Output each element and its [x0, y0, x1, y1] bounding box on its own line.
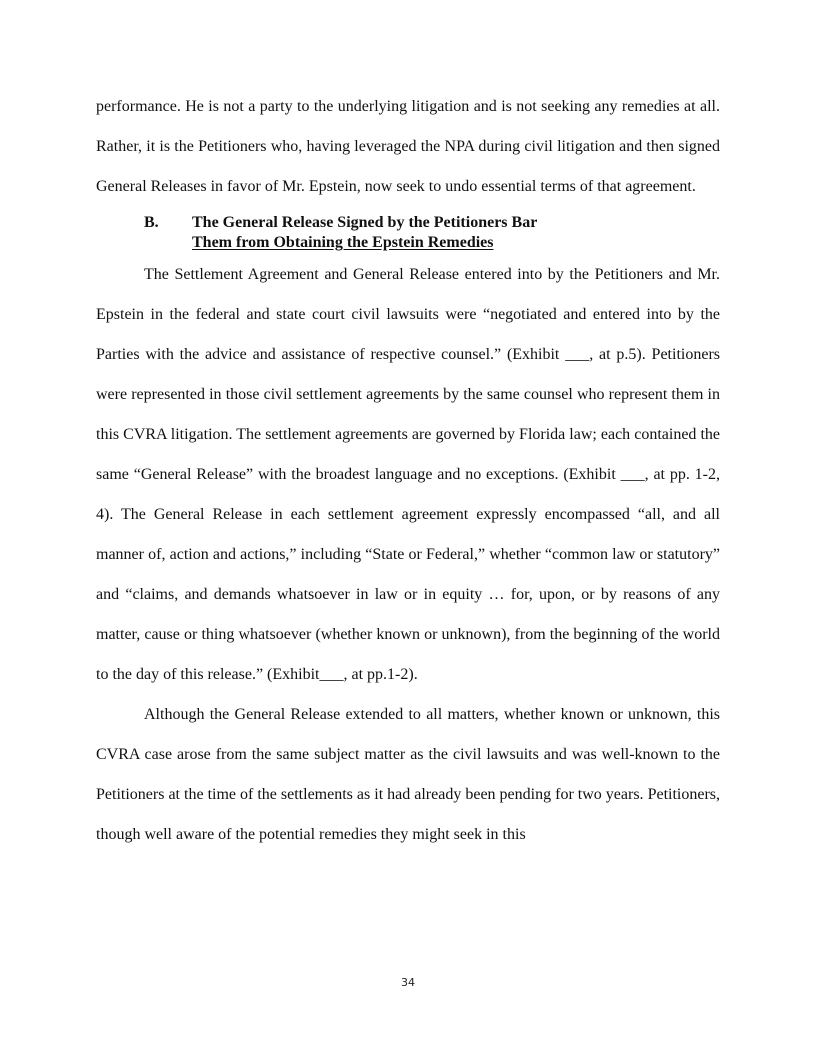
section-heading-title	[192, 213, 720, 253]
page-number: 34	[401, 976, 415, 989]
section-heading	[96, 213, 720, 253]
section-heading-line-2: Them from Obtaining the Epstein Remedies	[192, 234, 494, 251]
paragraph-continuation: performance. He is not a party to the underlying litigation and is not seeking any remedies at all. Rather, it is the Petitioners who, having leveraged the NPA during civil litigation and then signed General Releases in favor of Mr. Epstein, now seek to undo essential terms of that agreement.	[96, 98, 720, 195]
paragraph-general-release: The Settlement Agreement and General Release entered into by the Petitioners and Mr. Epstein in the federal and state court civil lawsuits were “negotiated and entered into by the Parties with the advice and assistance of respective counsel.” (Exhibit ___, at p.5). Petitioners were represented in those civil settlement agreements by the same counsel who represent them in this CVRA litigation. The settlement agreements are governed by Florida law; each contained the same “General Release” with the broadest language and no exceptions. (Exhibit ___, at pp. 1-2, 4). The General Release in each settlement agreement expressly encompassed “all, and all manner of, action and actions,” including “State or Federal,” whether “common law or statutory” and “claims, and demands whatsoever in law or in equity … for, upon, or by reasons of any matter, cause or thing whatsoever (whether known or unknown), from the beginning of the world to the day of this release.” (Exhibit___, at pp.1-2).	[96, 266, 720, 683]
document-page	[96, 87, 720, 855]
section-heading-line-1: The General Release Signed by the Petitioners Bar	[192, 214, 538, 231]
paragraph-cvra-case: Although the General Release extended to all matters, whether known or unknown, this CVRA case arose from the same subject matter as the civil lawsuits and was well-known to the Petitioners at the time of the settlements as it had already been pending for two years. Petitioners, though well aware of the potential remedies they might seek in this	[96, 706, 720, 843]
section-heading-label: B.	[144, 214, 159, 231]
